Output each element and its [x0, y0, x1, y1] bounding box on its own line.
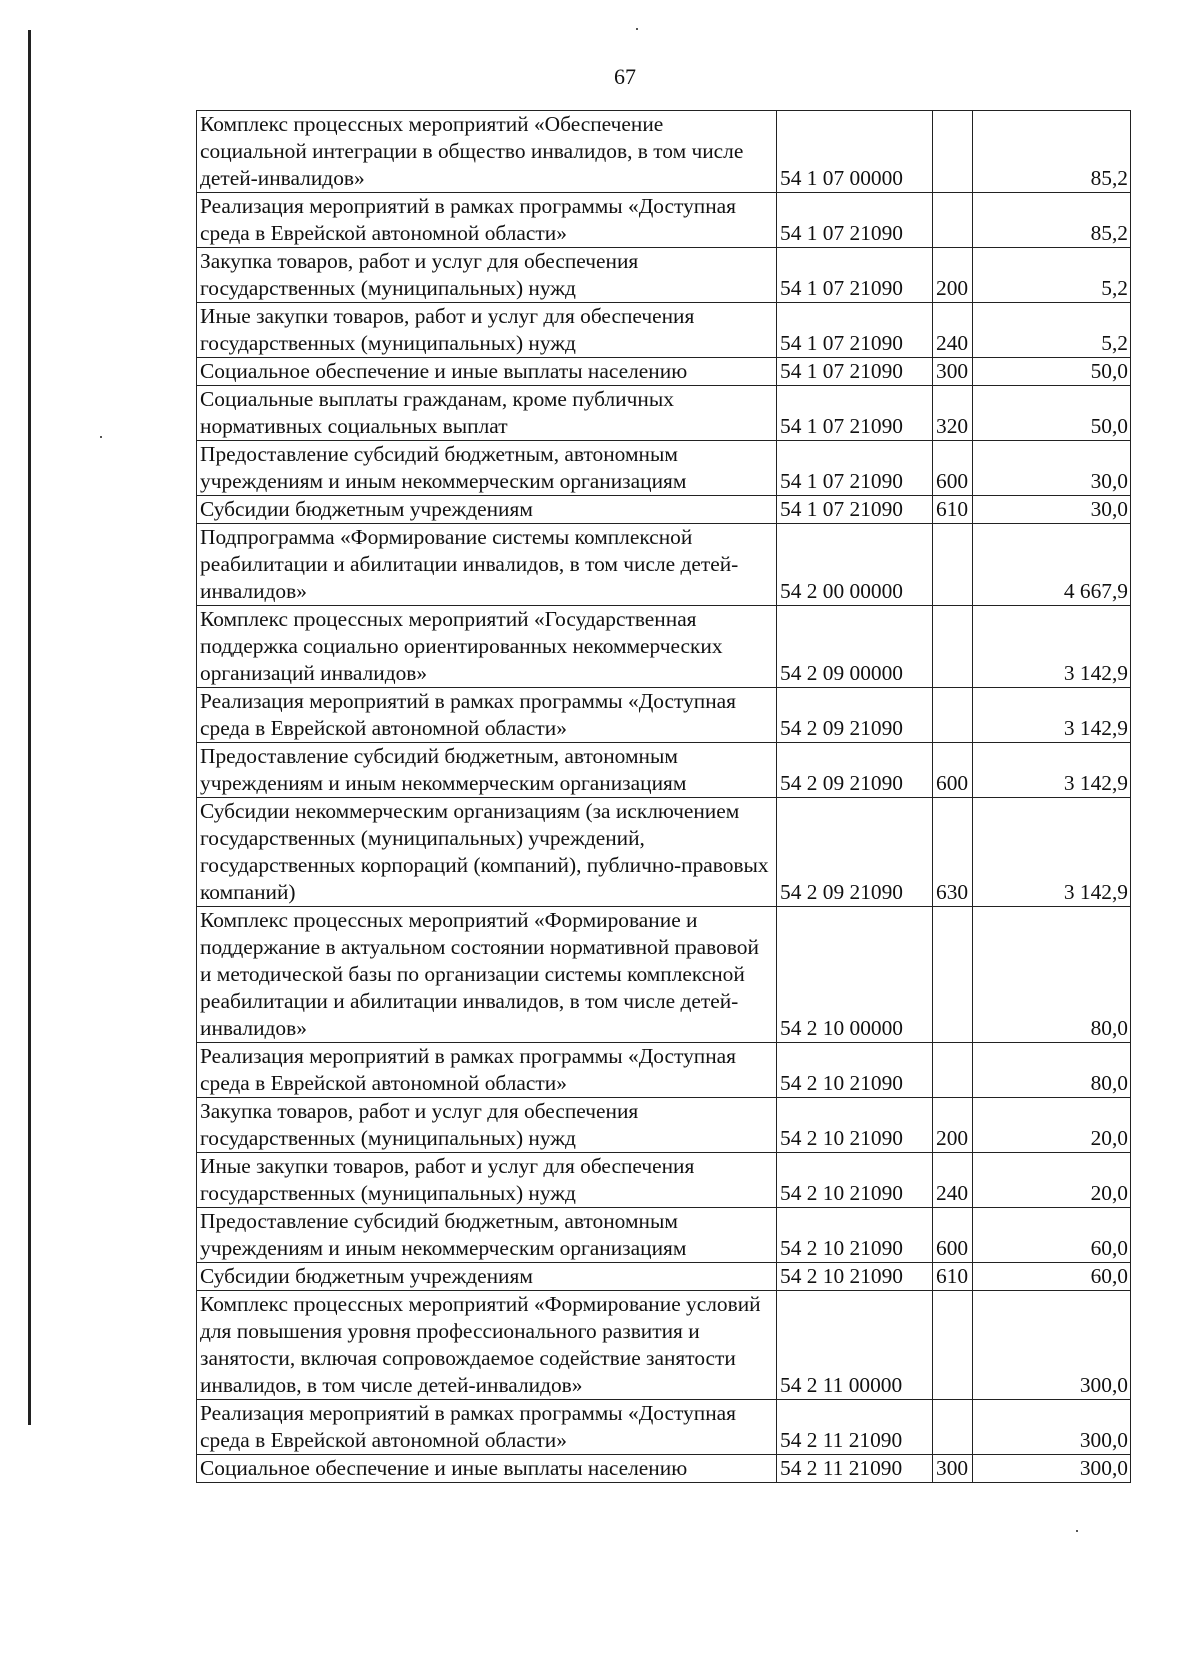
table-row: [197, 441, 1131, 496]
table-row: [197, 743, 1131, 798]
item-name-cell: Социальное обеспечение и иные выплаты населению: [197, 1455, 777, 1483]
expense-type-cell: 200: [933, 248, 973, 303]
expense-type-cell: [933, 1291, 973, 1400]
target-code-cell: 54 1 07 21090: [777, 386, 933, 441]
amount-cell: 60,0: [973, 1208, 1131, 1263]
expense-type-cell: 610: [933, 496, 973, 524]
amount-cell: 3 142,9: [973, 688, 1131, 743]
target-code-cell: 54 2 10 21090: [777, 1208, 933, 1263]
budget-table: [196, 110, 1131, 1483]
table-row: [197, 386, 1131, 441]
expense-type-cell: 320: [933, 386, 973, 441]
item-name-cell: Закупка товаров, работ и услуг для обеспечения государственных (муниципальных) нужд: [197, 248, 777, 303]
table-row: [197, 496, 1131, 524]
item-name-cell: Социальные выплаты гражданам, кроме публичных нормативных социальных выплат: [197, 386, 777, 441]
scan-speck: [100, 436, 102, 438]
item-name-cell: Комплекс процессных мероприятий «Государственная поддержка социально ориентированных некоммерческих организаций инвалидов»: [197, 606, 777, 688]
table-row: [197, 1043, 1131, 1098]
table-row: [197, 111, 1131, 193]
amount-cell: 80,0: [973, 1043, 1131, 1098]
expense-type-cell: 600: [933, 743, 973, 798]
expense-type-cell: [933, 111, 973, 193]
item-name-cell: Реализация мероприятий в рамках программы «Доступная среда в Еврейской автономной области»: [197, 1043, 777, 1098]
amount-cell: 3 142,9: [973, 606, 1131, 688]
amount-cell: 5,2: [973, 303, 1131, 358]
target-code-cell: 54 1 07 21090: [777, 193, 933, 248]
item-name-cell: Иные закупки товаров, работ и услуг для обеспечения государственных (муниципальных) нужд: [197, 1153, 777, 1208]
target-code-cell: 54 1 07 21090: [777, 248, 933, 303]
item-name-cell: Субсидии некоммерческим организациям (за исключением государственных (муниципальных) учреждений, государственных корпораций (компаний), публично-правовых компаний): [197, 798, 777, 907]
target-code-cell: 54 1 07 21090: [777, 358, 933, 386]
scan-speck: [1076, 1530, 1078, 1532]
expense-type-cell: 600: [933, 1208, 973, 1263]
expense-type-cell: [933, 606, 973, 688]
table-row: [197, 1263, 1131, 1291]
expense-type-cell: [933, 688, 973, 743]
amount-cell: 85,2: [973, 193, 1131, 248]
amount-cell: 60,0: [973, 1263, 1131, 1291]
amount-cell: 20,0: [973, 1098, 1131, 1153]
expense-type-cell: 200: [933, 1098, 973, 1153]
amount-cell: 5,2: [973, 248, 1131, 303]
page-number: 67: [614, 64, 636, 89]
amount-cell: 3 142,9: [973, 798, 1131, 907]
item-name-cell: Предоставление субсидий бюджетным, автономным учреждениям и иным некоммерческим организациям: [197, 743, 777, 798]
item-name-cell: Реализация мероприятий в рамках программы «Доступная среда в Еврейской автономной области»: [197, 688, 777, 743]
item-name-cell: Предоставление субсидий бюджетным, автономным учреждениям и иным некоммерческим организациям: [197, 1208, 777, 1263]
expense-type-cell: [933, 907, 973, 1043]
target-code-cell: 54 2 09 21090: [777, 688, 933, 743]
item-name-cell: Комплекс процессных мероприятий «Обеспечение социальной интеграции в общество инвалидов, в том числе детей-инвалидов»: [197, 111, 777, 193]
amount-cell: 20,0: [973, 1153, 1131, 1208]
target-code-cell: 54 2 11 21090: [777, 1455, 933, 1483]
target-code-cell: 54 1 07 21090: [777, 303, 933, 358]
target-code-cell: 54 2 09 21090: [777, 743, 933, 798]
amount-cell: 300,0: [973, 1455, 1131, 1483]
table-row: [197, 1098, 1131, 1153]
table-row: [197, 1455, 1131, 1483]
item-name-cell: Иные закупки товаров, работ и услуг для обеспечения государственных (муниципальных) нужд: [197, 303, 777, 358]
table-row: [197, 248, 1131, 303]
item-name-cell: Предоставление субсидий бюджетным, автономным учреждениям и иным некоммерческим организациям: [197, 441, 777, 496]
expense-type-cell: 240: [933, 303, 973, 358]
expense-type-cell: 600: [933, 441, 973, 496]
item-name-cell: Комплекс процессных мероприятий «Формирование условий для повышения уровня профессионального развития и занятости, включая сопровождаемое содействие занятости инвалидов, в том числе детей-инвалидов»: [197, 1291, 777, 1400]
expense-type-cell: [933, 1043, 973, 1098]
table-row: [197, 798, 1131, 907]
target-code-cell: 54 2 10 21090: [777, 1263, 933, 1291]
target-code-cell: 54 2 11 00000: [777, 1291, 933, 1400]
amount-cell: 80,0: [973, 907, 1131, 1043]
item-name-cell: Реализация мероприятий в рамках программы «Доступная среда в Еврейской автономной области»: [197, 193, 777, 248]
target-code-cell: 54 1 07 00000: [777, 111, 933, 193]
target-code-cell: 54 2 11 21090: [777, 1400, 933, 1455]
table-row: [197, 606, 1131, 688]
expense-type-cell: 300: [933, 358, 973, 386]
table-row: [197, 524, 1131, 606]
expense-type-cell: 240: [933, 1153, 973, 1208]
amount-cell: 4 667,9: [973, 524, 1131, 606]
amount-cell: 85,2: [973, 111, 1131, 193]
table-row: [197, 1291, 1131, 1400]
expense-type-cell: [933, 524, 973, 606]
expense-type-cell: [933, 193, 973, 248]
table-row: [197, 688, 1131, 743]
amount-cell: 3 142,9: [973, 743, 1131, 798]
table-row: [197, 1153, 1131, 1208]
target-code-cell: 54 2 09 00000: [777, 606, 933, 688]
target-code-cell: 54 2 10 21090: [777, 1043, 933, 1098]
table-row: [197, 193, 1131, 248]
item-name-cell: Реализация мероприятий в рамках программы «Доступная среда в Еврейской автономной области»: [197, 1400, 777, 1455]
target-code-cell: 54 1 07 21090: [777, 496, 933, 524]
page-margin-line: [28, 30, 31, 1425]
scan-speck: [636, 28, 638, 30]
item-name-cell: Субсидии бюджетным учреждениям: [197, 496, 777, 524]
amount-cell: 30,0: [973, 441, 1131, 496]
item-name-cell: Социальное обеспечение и иные выплаты населению: [197, 358, 777, 386]
table-row: [197, 1400, 1131, 1455]
expense-type-cell: 630: [933, 798, 973, 907]
target-code-cell: 54 2 10 21090: [777, 1098, 933, 1153]
expense-type-cell: [933, 1400, 973, 1455]
target-code-cell: 54 2 10 21090: [777, 1153, 933, 1208]
table-row: [197, 907, 1131, 1043]
amount-cell: 30,0: [973, 496, 1131, 524]
target-code-cell: 54 2 00 00000: [777, 524, 933, 606]
table-row: [197, 1208, 1131, 1263]
expense-type-cell: 300: [933, 1455, 973, 1483]
target-code-cell: 54 2 10 00000: [777, 907, 933, 1043]
amount-cell: 50,0: [973, 358, 1131, 386]
amount-cell: 300,0: [973, 1291, 1131, 1400]
item-name-cell: Комплекс процессных мероприятий «Формирование и поддержание в актуальном состоянии нормативной правовой и методической базы по организации системы комплексной реабилитации и абилитации инвалидов, в том числе детей-инвалидов»: [197, 907, 777, 1043]
amount-cell: 300,0: [973, 1400, 1131, 1455]
item-name-cell: Субсидии бюджетным учреждениям: [197, 1263, 777, 1291]
target-code-cell: 54 2 09 21090: [777, 798, 933, 907]
target-code-cell: 54 1 07 21090: [777, 441, 933, 496]
table-row: [197, 358, 1131, 386]
item-name-cell: Подпрограмма «Формирование системы комплексной реабилитации и абилитации инвалидов, в том числе детей-инвалидов»: [197, 524, 777, 606]
item-name-cell: Закупка товаров, работ и услуг для обеспечения государственных (муниципальных) нужд: [197, 1098, 777, 1153]
expense-type-cell: 610: [933, 1263, 973, 1291]
amount-cell: 50,0: [973, 386, 1131, 441]
table-row: [197, 303, 1131, 358]
